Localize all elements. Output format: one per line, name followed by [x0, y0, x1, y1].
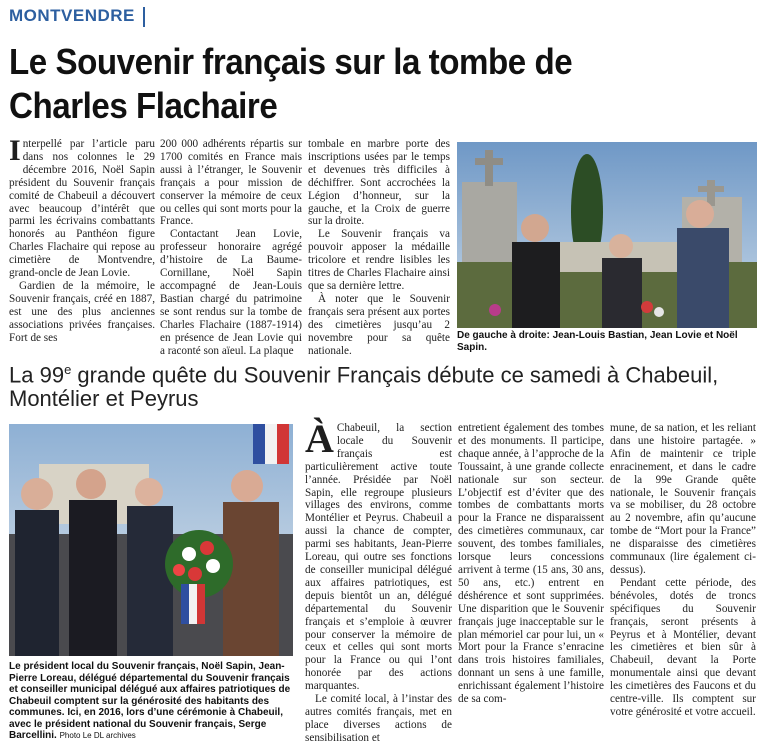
article1-col3b-text: Le Souvenir français va pouvoir apposer la médaille tricolore et rendre lisibles les titres de Charles Flachaire ainsi que sa dernière lettre.	[308, 228, 450, 292]
cemetery-photo-illustration	[457, 142, 757, 328]
article1-dropcap: I	[9, 134, 21, 167]
article2-photo-caption	[9, 661, 293, 742]
article2-dropcap: À	[305, 416, 334, 461]
article2-col3-text: mune, de sa nation, et les reliant dans une histoire partagée. » Afin de maintenir ce triple enracinement, et dans le cadre de la 99e Grande quête nationale, le Souvenir français va se mobiliser, du 28 octobre au 2 novembre, afin qu’aucune tombe de “Mort pour la France” ne disparaisse des cimetières communaux (lire également ci-dessus).	[610, 422, 756, 576]
article2-col1-text: Chabeuil, la section locale du Souvenir français est particulièrement active toute l’année. Présidée par Noël Sapin, elle regroupe plusieurs villages des environs, comme Montélier et Peyrus. Chabeuil a aussi la chance de compter, parmi ses habitants, Jean-Pierre Loreau, qui outre ses fonctions de conseiller municipal délégué aux affaires patriotiques, est depuis bientôt un an, délégué départemental du Souvenir français et s’emploie à œuvrer pour conserver la mémoire de ceux et celles qui sont morts pour la France ou qui l’ont honorée par des actions marquantes.	[305, 422, 452, 693]
article2-col1b-text: Le comité local, à l’instar des autres comités français, met en place diverses actions de sensibilisation et	[305, 693, 452, 744]
article2-column-3	[610, 422, 756, 719]
article1-col2b-text: Contactant Jean Lovie, professeur honoraire agrégé d’histoire de La Baume-Cornillane, Noël Sapin accompagné de Jean-Louis Bastian chargé du patrimoine se sont rendus sur la tombe de Charles Flachaire (1887-1914) en présence de Jean Lovie qui a raconté son aïeul. La plaque	[160, 228, 302, 357]
article2-headline-post: grande quête du Souvenir Français débute ce samedi à Chabeuil, Montélier et Peyrus	[9, 362, 719, 412]
article1-col1b-text: Gardien de la mémoire, le Souvenir français, créé en 1887, est une des plus anciennes associations privées françaises. Fort de ses	[9, 279, 155, 344]
article2-photo-credit: Photo Le DL archives	[59, 731, 136, 740]
article2-headline	[9, 358, 759, 411]
article2-headline-pre: La 99	[9, 362, 65, 388]
section-label: MONTVENDRE	[9, 6, 135, 25]
article1-headline: Le Souvenir français sur la tombe de Charles Flachaire	[9, 41, 573, 126]
article1-col1-text: nterpellé par l’article paru dans nos colonnes le 29 décembre 2016, Noël Sapin président du Souvenir français comité de Chabeuil a découvert avec beaucoup d’intérêt que parmi les écrivains combattants honorés au Panthéon figure Charles Flachaire qui repose au cimetière de Montvendre, grand-oncle de Jean Lovie.	[9, 138, 155, 280]
article1-photo-caption: De gauche à droite: Jean-Louis Bastian, Jean Lovie et Noël Sapin.	[457, 330, 738, 353]
article1-column-1	[9, 134, 155, 345]
article2-caption-text: Le président local du Souvenir français, Noël Sapin, Jean-Pierre Loreau, délégué départemental du Souvenir français et conseiller municipal délégué aux affaires patriotiques de Chabeuil comptent sur la générosité des habitants des communes. Ici, en 2016, lors d’une cérémonie à Chabeuil, avec le président national du Souvenir français, Serge Barcellini.	[9, 661, 291, 741]
article2-col2-text: entretient également des tombes et des monuments. Il participe, chaque année, à l’approche de la Toussaint, à une grande collecte nationale sur son secteur. L’objectif est d’éviter que des tombes de combattants morts pour la France ne disparaissent des cimetières communaux, car souvent, des tombes familiales, lorsque leurs concessions arrivent à terme (15 ans, 30 ans, 50 ans, etc.) entrent en déshérence et sont supprimées. Une disparition que le Souvenir français juge inacceptable sur le plan mémoriel car pour lui, un « Mort pour la France s’enracine dans trois histoires familiales, donnant un sens à une famille, enrichissant également l’histoire de sa com-	[458, 422, 604, 706]
article2-column-1	[305, 416, 452, 745]
article1-column-3	[308, 138, 450, 357]
section-divider	[143, 7, 145, 27]
article2-headline-sup: e	[64, 362, 72, 377]
article1-col3-text: tombale en marbre porte des inscriptions usées par le temps et devenues très difficiles à déchiffrer. Sont accrochées la Légion d’honneur, sur la gauche, et la Croix de guerre sur la droite.	[308, 138, 450, 228]
article1-col3c-text: À noter que le Souvenir français sera présent aux portes des cimetières jusqu’au 2 novembre pour sa quête nationale.	[308, 292, 450, 357]
article2-column-2	[458, 422, 604, 706]
article1-photo	[457, 142, 757, 328]
article2-col3b-text: Pendant cette période, des bénévoles, dotés de troncs spécifiques du Souvenir français, seront présents à Peyrus et à Montélier, devant les cimetières et bien sûr à Chabeuil, devant la Porte monumentale ainsi que devant les cimetières des Faucons et du centre-ville. Ils comptent sur votre générosité et votre accueil.	[610, 576, 756, 718]
article1-column-2	[160, 138, 302, 357]
article2-photo	[9, 424, 293, 656]
ceremony-photo-illustration	[9, 424, 293, 656]
article1-col2-text: 200 000 adhérents répartis sur 1700 comités en France mais aussi à l’étranger, le Souvenir français a pour mission de conserver la mémoire de ceux ou celles qui sont morts pour la France.	[160, 138, 302, 228]
